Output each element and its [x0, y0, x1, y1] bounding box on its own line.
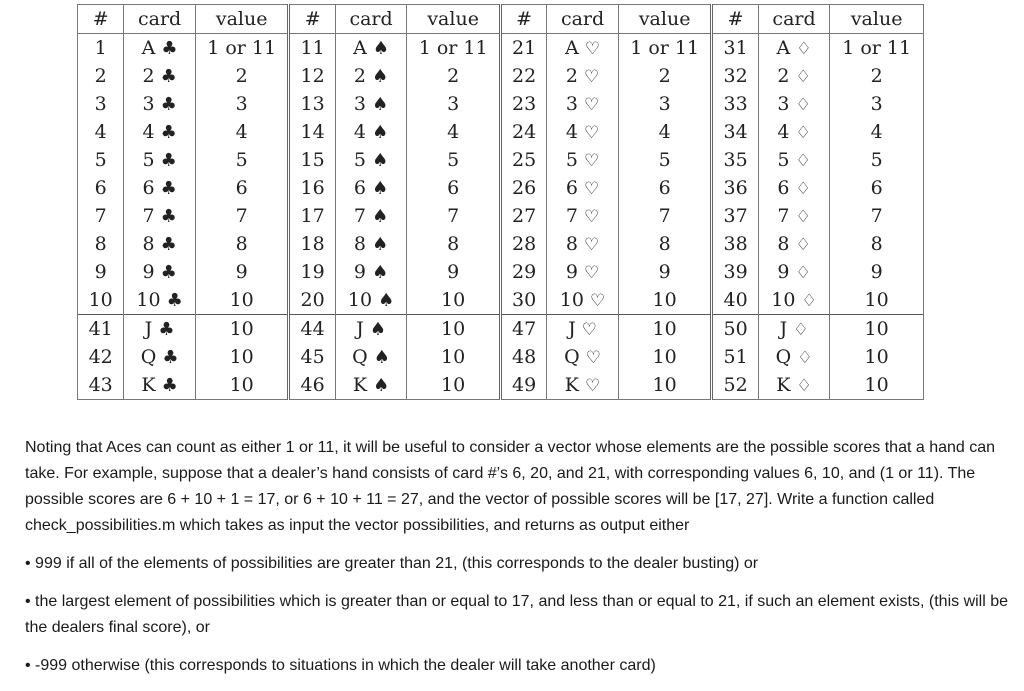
- suit-heart-icon: ♡: [583, 151, 600, 171]
- card-rank: 2: [353, 65, 367, 87]
- card-rank: 7: [777, 205, 790, 227]
- card-rank: 5: [565, 149, 578, 171]
- suit-spade-icon: ♠: [372, 150, 389, 171]
- suit-heart-icon: ♡: [585, 376, 601, 396]
- card-rank: 3: [353, 93, 367, 115]
- card-value: 7: [407, 202, 501, 230]
- card-value: 4: [618, 118, 712, 146]
- card-rank: Q: [352, 346, 368, 368]
- table-row: [78, 315, 924, 344]
- suit-heart-icon: ♡: [585, 348, 601, 368]
- card-number: 46: [289, 371, 335, 400]
- suit-diamond-icon: ♢: [795, 207, 811, 227]
- card-face: [124, 202, 196, 230]
- card-number: 42: [78, 343, 124, 371]
- card-rank: J: [144, 318, 153, 340]
- card-number: 40: [712, 286, 758, 315]
- card-number: 33: [712, 90, 758, 118]
- card-value: 8: [407, 230, 501, 258]
- table-header-row: [78, 5, 924, 34]
- card-face: [335, 371, 407, 400]
- card-value: 4: [407, 118, 501, 146]
- card-number: 26: [500, 174, 546, 202]
- card-face: [335, 230, 407, 258]
- card-number: 10: [78, 286, 124, 315]
- suit-spade-icon: ♠: [372, 122, 389, 143]
- card-rank: 3: [565, 93, 578, 115]
- card-value: 6: [195, 174, 289, 202]
- card-rank: 3: [142, 93, 155, 115]
- card-number: 45: [289, 343, 335, 371]
- table-row: [78, 34, 924, 63]
- suit-spade-icon: ♠: [372, 178, 389, 199]
- card-number: 11: [289, 34, 335, 63]
- card-value: 2: [407, 62, 501, 90]
- card-rank: 9: [353, 261, 367, 283]
- card-value: 10: [618, 371, 712, 400]
- header-card: card: [124, 5, 196, 34]
- card-number: 5: [78, 146, 124, 174]
- card-face: [758, 315, 830, 344]
- card-value: 10: [407, 315, 501, 344]
- card-rank: K: [776, 374, 791, 396]
- card-face: [124, 62, 196, 90]
- card-value: 5: [195, 146, 289, 174]
- card-face: [335, 90, 407, 118]
- card-rank: 2: [777, 65, 790, 87]
- card-number: 13: [289, 90, 335, 118]
- card-face: [547, 146, 619, 174]
- card-number: 21: [500, 34, 546, 63]
- card-rank: 6: [353, 177, 367, 199]
- card-value: 1 or 11: [618, 34, 712, 63]
- card-face: [124, 286, 196, 315]
- suit-heart-icon: ♡: [583, 235, 600, 255]
- card-number: 51: [712, 343, 758, 371]
- suit-heart-icon: ♡: [584, 39, 601, 59]
- card-rank: 6: [777, 177, 790, 199]
- suit-spade-icon: ♠: [372, 262, 389, 283]
- suit-spade-icon: ♠: [372, 66, 389, 87]
- table-row: [78, 371, 924, 400]
- suit-diamond-icon: ♢: [801, 291, 817, 311]
- card-value: 5: [830, 146, 924, 174]
- card-rank: A: [353, 37, 367, 59]
- card-number: 29: [500, 258, 546, 286]
- card-face: [335, 258, 407, 286]
- card-number: 47: [500, 315, 546, 344]
- card-rank: 7: [565, 205, 578, 227]
- card-rank: 5: [353, 149, 367, 171]
- header-number: #: [289, 5, 335, 34]
- suit-diamond-icon: ♢: [795, 151, 811, 171]
- header-number: #: [500, 5, 546, 34]
- card-rank: J: [568, 318, 576, 340]
- card-rank: 6: [142, 177, 155, 199]
- card-number: 12: [289, 62, 335, 90]
- card-number: 37: [712, 202, 758, 230]
- card-face: [758, 343, 830, 371]
- card-face: [335, 62, 407, 90]
- card-rank: 9: [142, 261, 155, 283]
- suit-diamond-icon: ♢: [795, 67, 811, 87]
- card-value: 8: [618, 230, 712, 258]
- card-rank: 5: [142, 149, 155, 171]
- card-value: 10: [830, 286, 924, 315]
- card-face: [335, 343, 407, 371]
- card-number: 30: [500, 286, 546, 315]
- suit-club-icon: ♣: [160, 66, 177, 87]
- card-rank: 8: [565, 233, 578, 255]
- card-value: 3: [195, 90, 289, 118]
- header-value: value: [618, 5, 712, 34]
- suit-club-icon: ♣: [160, 94, 177, 115]
- header-card: card: [758, 5, 830, 34]
- suit-diamond-icon: ♢: [795, 263, 811, 283]
- card-number: 17: [289, 202, 335, 230]
- card-face: [335, 202, 407, 230]
- card-face: [547, 315, 619, 344]
- card-value: 4: [195, 118, 289, 146]
- card-face: [758, 258, 830, 286]
- suit-spade-icon: ♠: [372, 38, 390, 59]
- card-face: [547, 62, 619, 90]
- card-face: [758, 174, 830, 202]
- card-face: [124, 90, 196, 118]
- table-row: [78, 118, 924, 146]
- card-value: 7: [618, 202, 712, 230]
- card-number: 24: [500, 118, 546, 146]
- card-value: 3: [830, 90, 924, 118]
- card-value: 7: [830, 202, 924, 230]
- card-number: 49: [500, 371, 546, 400]
- card-face: [758, 90, 830, 118]
- card-face: [124, 146, 196, 174]
- suit-diamond-icon: ♢: [795, 95, 811, 115]
- card-rank: K: [564, 374, 579, 396]
- card-face: [547, 230, 619, 258]
- table-row: [78, 258, 924, 286]
- card-rank: 7: [353, 205, 367, 227]
- suit-diamond-icon: ♢: [795, 235, 811, 255]
- card-rank: 2: [142, 65, 155, 87]
- card-face: [124, 118, 196, 146]
- suit-club-icon: ♣: [162, 347, 179, 368]
- card-value: 10: [618, 315, 712, 344]
- card-number: 36: [712, 174, 758, 202]
- card-value: 10: [618, 286, 712, 315]
- card-rank: 10: [347, 289, 373, 311]
- header-card: card: [335, 5, 407, 34]
- card-number: 4: [78, 118, 124, 146]
- card-number: 19: [289, 258, 335, 286]
- card-value: 9: [407, 258, 501, 286]
- card-value: 2: [618, 62, 712, 90]
- card-number: 9: [78, 258, 124, 286]
- card-rank: 8: [142, 233, 155, 255]
- card-rank: 7: [142, 205, 155, 227]
- card-rank: K: [141, 374, 156, 396]
- card-face: [335, 34, 407, 63]
- card-number: 27: [500, 202, 546, 230]
- description-paragraph: Noting that Aces can count as either 1 or 11, it will be useful to consider a vector whose elements are the possible scores that a hand can take. For example, suppose that a dealer’s hand consists of card #’s 6, 20, and 21, with corresponding values 6, 10, and (1 or 11). The possible scores are 6 + 10 + 1 = 17, or 6 + 10 + 11 = 27, and the vector of possible scores will be [17, 27]. Write a function called check_possibilities.m which takes as input the vector possibilities, and returns as output either: [25, 439, 996, 534]
- card-value: 10: [195, 315, 289, 344]
- card-face: [547, 286, 619, 315]
- card-rank: 3: [777, 93, 790, 115]
- card-number: 43: [78, 371, 124, 400]
- card-value-table: [77, 4, 924, 400]
- card-rank: 10: [136, 289, 161, 311]
- card-rank: 2: [565, 65, 578, 87]
- suit-club-icon: ♣: [160, 178, 177, 199]
- suit-spade-icon: ♠: [373, 347, 390, 368]
- bullet-take-card: • -999 otherwise (this corresponds to situations in which the dealer will take another card): [25, 657, 656, 674]
- suit-spade-icon: ♠: [373, 375, 390, 396]
- card-value: 8: [830, 230, 924, 258]
- card-number: 32: [712, 62, 758, 90]
- card-face: [124, 258, 196, 286]
- suit-club-icon: ♣: [166, 290, 183, 311]
- header-value: value: [830, 5, 924, 34]
- card-value: 10: [195, 286, 289, 315]
- card-face: [547, 371, 619, 400]
- suit-heart-icon: ♡: [583, 207, 600, 227]
- card-number: 28: [500, 230, 546, 258]
- suit-spade-icon: ♠: [378, 290, 395, 311]
- card-face: [758, 34, 830, 63]
- card-face: [335, 174, 407, 202]
- suit-diamond-icon: ♢: [796, 39, 812, 59]
- card-number: 16: [289, 174, 335, 202]
- suit-diamond-icon: ♢: [797, 348, 813, 368]
- suit-spade-icon: ♠: [372, 206, 389, 227]
- card-number: 35: [712, 146, 758, 174]
- card-value: 7: [195, 202, 289, 230]
- card-face: [547, 34, 619, 63]
- card-number: 50: [712, 315, 758, 344]
- card-value: 10: [195, 371, 289, 400]
- card-value: 10: [830, 343, 924, 371]
- header-value: value: [407, 5, 501, 34]
- card-number: 7: [78, 202, 124, 230]
- card-number: 20: [289, 286, 335, 315]
- card-rank: 8: [353, 233, 367, 255]
- card-value: 2: [195, 62, 289, 90]
- suit-heart-icon: ♡: [583, 123, 600, 143]
- card-value: 10: [830, 315, 924, 344]
- card-face: [758, 371, 830, 400]
- card-face: [124, 315, 196, 344]
- card-rank: A: [776, 37, 791, 59]
- card-face: [335, 146, 407, 174]
- card-rank: 10: [559, 289, 584, 311]
- card-face: [547, 343, 619, 371]
- card-face: [124, 343, 196, 371]
- table-row: [78, 286, 924, 315]
- card-number: 18: [289, 230, 335, 258]
- card-number: 2: [78, 62, 124, 90]
- header-number: #: [712, 5, 758, 34]
- suit-diamond-icon: ♢: [795, 123, 811, 143]
- bullet-bust: • 999 if all of the elements of possibilities are greater than 21, (this corresponds to the dealer busting) or: [25, 555, 759, 572]
- suit-diamond-icon: ♢: [795, 179, 811, 199]
- card-value: 4: [830, 118, 924, 146]
- problem-description: [25, 435, 1017, 691]
- table-row: [78, 202, 924, 230]
- card-number: 39: [712, 258, 758, 286]
- card-rank: 6: [565, 177, 578, 199]
- card-number: 31: [712, 34, 758, 63]
- card-value: 10: [407, 343, 501, 371]
- card-number: 52: [712, 371, 758, 400]
- card-face: [758, 202, 830, 230]
- card-rank: 4: [565, 121, 578, 143]
- suit-spade-icon: ♠: [372, 94, 389, 115]
- card-face: [335, 286, 407, 315]
- card-number: 25: [500, 146, 546, 174]
- card-value: 6: [407, 174, 501, 202]
- card-number: 3: [78, 90, 124, 118]
- card-face: [335, 315, 407, 344]
- card-number: 41: [78, 315, 124, 344]
- card-value: 2: [830, 62, 924, 90]
- card-rank: 4: [777, 121, 790, 143]
- card-value: 10: [195, 343, 289, 371]
- suit-club-icon: ♣: [158, 319, 175, 340]
- card-rank: A: [565, 37, 579, 59]
- table-row: [78, 174, 924, 202]
- card-number: 23: [500, 90, 546, 118]
- suit-heart-icon: ♡: [583, 67, 600, 87]
- card-value: 8: [195, 230, 289, 258]
- card-face: [547, 258, 619, 286]
- suit-spade-icon: ♠: [372, 234, 389, 255]
- suit-club-icon: ♣: [161, 38, 178, 59]
- card-value: 3: [407, 90, 501, 118]
- card-face: [124, 34, 196, 63]
- card-value: 1 or 11: [830, 34, 924, 63]
- card-rank: Q: [564, 346, 580, 368]
- table-row: [78, 146, 924, 174]
- card-value: 10: [407, 286, 501, 315]
- card-face: [758, 230, 830, 258]
- suit-club-icon: ♣: [160, 234, 177, 255]
- card-face: [124, 371, 196, 400]
- card-face: [547, 174, 619, 202]
- card-face: [124, 174, 196, 202]
- card-rank: 4: [142, 121, 155, 143]
- card-value: 9: [830, 258, 924, 286]
- card-value: 9: [195, 258, 289, 286]
- card-rank: 4: [353, 121, 367, 143]
- card-number: 8: [78, 230, 124, 258]
- card-rank: J: [779, 318, 788, 340]
- suit-spade-icon: ♠: [369, 319, 386, 340]
- card-value: 6: [830, 174, 924, 202]
- suit-club-icon: ♣: [160, 150, 177, 171]
- card-rank: 5: [777, 149, 790, 171]
- bullet-final-score: • the largest element of possibilities which is greater than or equal to 17, and less than or equal to 21, if such an element exists, (this will be the dealers final score), or: [25, 593, 1009, 636]
- card-number: 1: [78, 34, 124, 63]
- suit-club-icon: ♣: [160, 206, 177, 227]
- card-rank: Q: [140, 346, 157, 368]
- card-rank: K: [352, 374, 368, 396]
- card-value: 10: [830, 371, 924, 400]
- card-rank: A: [141, 37, 156, 59]
- table-row: [78, 343, 924, 371]
- card-number: 22: [500, 62, 546, 90]
- suit-heart-icon: ♡: [583, 95, 600, 115]
- card-rank: Q: [775, 346, 792, 368]
- suit-heart-icon: ♡: [583, 263, 600, 283]
- card-face: [758, 286, 830, 315]
- header-value: value: [195, 5, 289, 34]
- suit-diamond-icon: ♢: [793, 320, 809, 340]
- card-value: 10: [407, 371, 501, 400]
- card-face: [547, 90, 619, 118]
- suit-club-icon: ♣: [160, 262, 177, 283]
- suit-heart-icon: ♡: [590, 291, 606, 311]
- card-value: 3: [618, 90, 712, 118]
- card-face: [758, 62, 830, 90]
- card-face: [547, 202, 619, 230]
- card-number: 6: [78, 174, 124, 202]
- card-number: 34: [712, 118, 758, 146]
- card-face: [124, 230, 196, 258]
- card-number: 14: [289, 118, 335, 146]
- card-value: 1 or 11: [195, 34, 289, 63]
- card-value: 1 or 11: [407, 34, 501, 63]
- card-value: 5: [618, 146, 712, 174]
- suit-heart-icon: ♡: [583, 179, 600, 199]
- card-number: 48: [500, 343, 546, 371]
- card-value: 10: [618, 343, 712, 371]
- card-number: 38: [712, 230, 758, 258]
- table-row: [78, 62, 924, 90]
- card-value: 9: [618, 258, 712, 286]
- card-rank: J: [356, 318, 364, 340]
- card-rank: 8: [777, 233, 790, 255]
- card-value: 6: [618, 174, 712, 202]
- card-face: [547, 118, 619, 146]
- suit-club-icon: ♣: [160, 122, 177, 143]
- card-value: 5: [407, 146, 501, 174]
- suit-diamond-icon: ♢: [796, 376, 812, 396]
- card-rank: 10: [771, 289, 796, 311]
- header-card: card: [547, 5, 619, 34]
- card-rank: 9: [777, 261, 790, 283]
- table-row: [78, 230, 924, 258]
- card-number: 15: [289, 146, 335, 174]
- card-number: 44: [289, 315, 335, 344]
- card-face: [758, 118, 830, 146]
- card-face: [335, 118, 407, 146]
- card-face: [758, 146, 830, 174]
- suit-club-icon: ♣: [161, 375, 178, 396]
- card-rank: 9: [565, 261, 578, 283]
- header-number: #: [78, 5, 124, 34]
- suit-heart-icon: ♡: [581, 320, 597, 340]
- table-row: [78, 90, 924, 118]
